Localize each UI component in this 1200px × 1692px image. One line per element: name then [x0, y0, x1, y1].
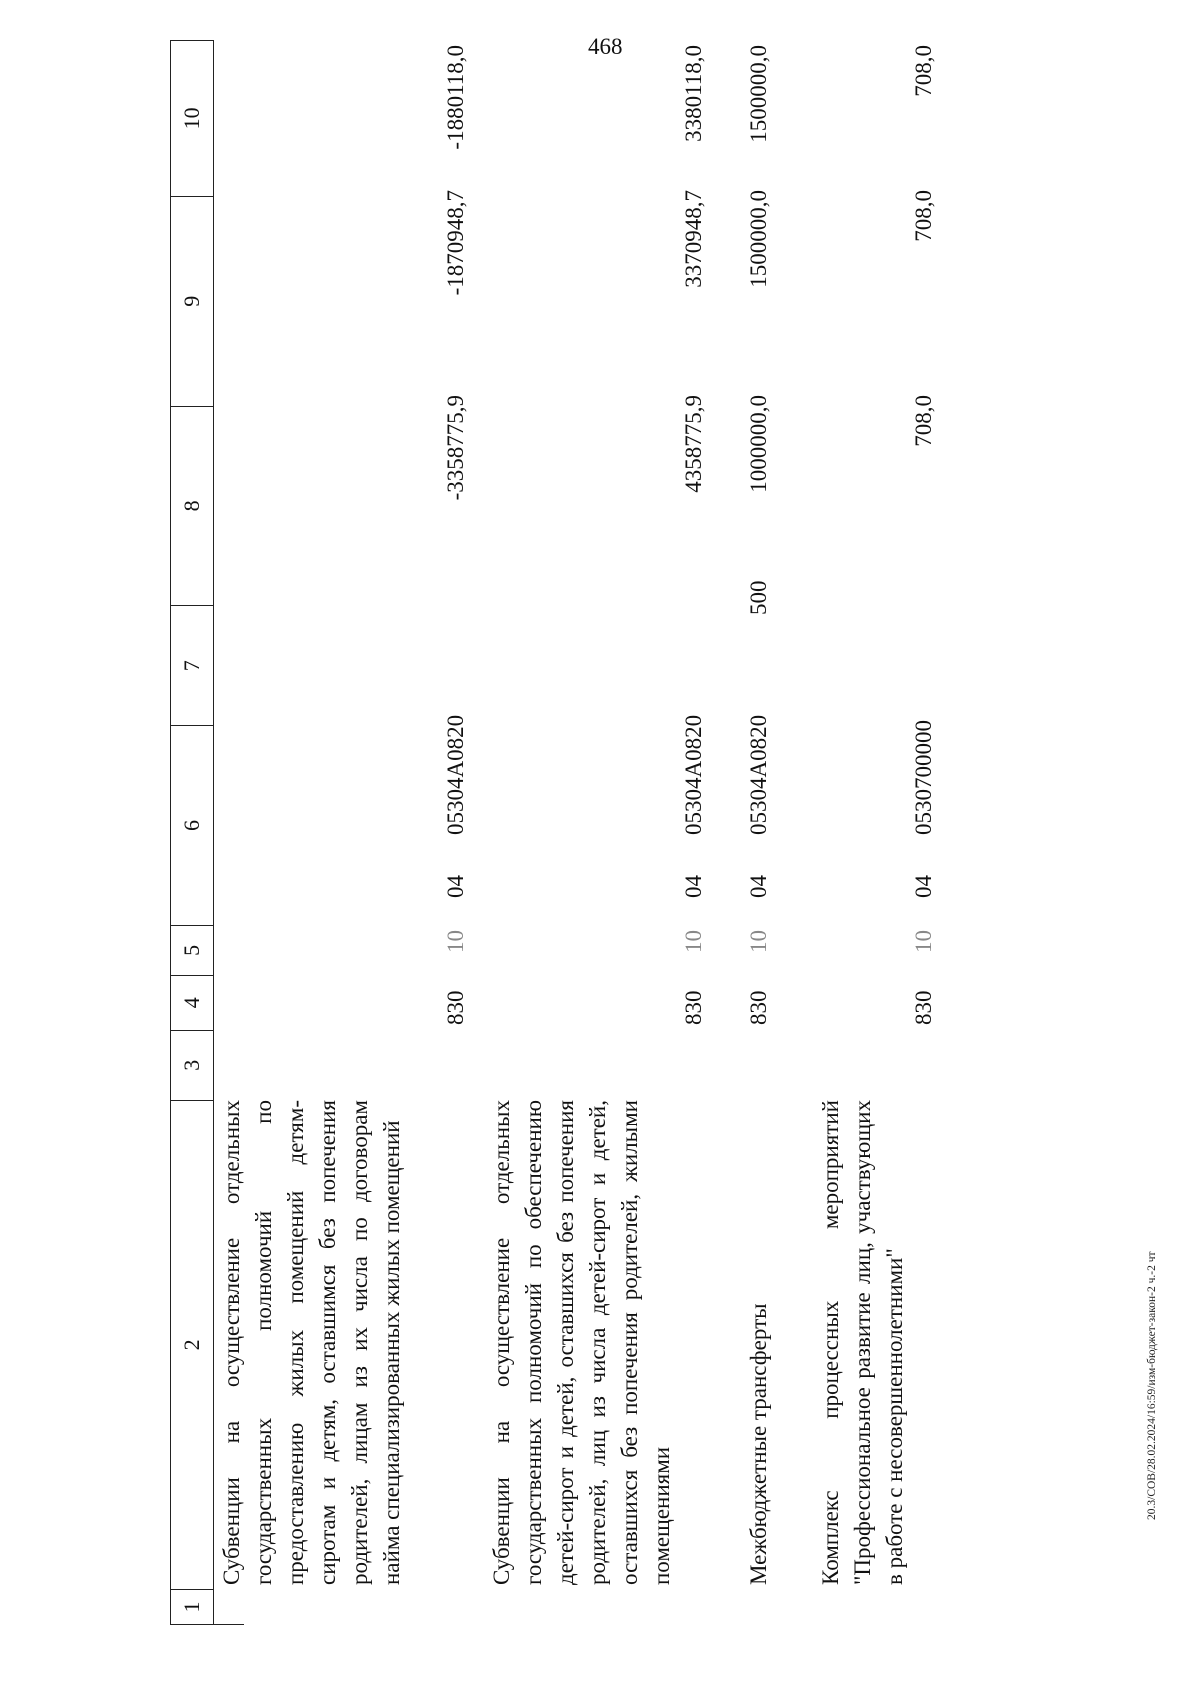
cell-code-5: 04	[911, 875, 936, 898]
cell-code-6: 05304A0820	[681, 714, 706, 835]
cell-code-4: 10	[681, 930, 706, 953]
column-header: 9	[171, 196, 213, 406]
cell-code-5: 04	[443, 875, 468, 898]
cell-value-9: 708,0	[911, 190, 936, 242]
row-description: Межбюджетные трансферты	[746, 1303, 771, 1585]
cell-code-3: 830	[443, 990, 468, 1025]
cell-code-7: 500	[746, 580, 771, 615]
column-header: 6	[171, 725, 213, 925]
cell-value-8: -3358775,9	[443, 395, 468, 501]
cell-code-4: 10	[443, 930, 468, 953]
document-footer-code: 20.3/СОВ/28.02.2024/16:59/изм-бюджет-закон-2 ч.-2 чт	[1146, 1251, 1158, 1520]
column-header: 4	[171, 975, 213, 1030]
table-header-row	[170, 40, 214, 1625]
page-number: 468	[588, 34, 623, 59]
row-description: Субвенции на осуществление отдельных государственных полномочий по обеспечению детей-сирот и детей, оставшихся без попечения родителей, лиц из числа детей-сирот и детей, оставшихся без попечения родителей, жилыми помещениями	[489, 1100, 674, 1585]
column-header: 3	[171, 1030, 213, 1100]
cell-code-6: 0530700000	[911, 720, 936, 835]
cell-code-3: 830	[746, 990, 771, 1025]
row-description: Комплекс процессных мероприятий "Профессиональное развитие лиц, участвующих в работе с несовершеннолетними"	[818, 1100, 907, 1585]
cell-value-9: -1870948,7	[443, 190, 468, 296]
cell-code-6: 05304A0820	[746, 714, 771, 835]
column-header: 10	[179, 107, 204, 130]
cell-value-10: 1500000,0	[746, 45, 771, 143]
cell-value-8: 1000000,0	[746, 395, 771, 493]
column-header: 5	[171, 925, 213, 975]
budget-table	[170, 40, 1170, 1625]
cell-code-3: 830	[681, 990, 706, 1025]
row-description: Субвенции на осуществление отдельных государственных полномочий по предоставлению жилых помещений детям-сиротам и детям, оставшимся без попечения родителей, лицам из их числа по договорам найма специализированных жилых помещений	[219, 1100, 404, 1585]
cell-code-4: 10	[746, 930, 771, 953]
cell-code-3: 830	[911, 990, 936, 1025]
column-header: 7	[171, 605, 213, 725]
cell-value-9: 1500000,0	[746, 190, 771, 288]
cell-value-9: 3370948,7	[681, 190, 706, 288]
cell-code-6: 05304A0820	[443, 714, 468, 835]
cell-code-4: 10	[911, 930, 936, 953]
cell-value-8: 708,0	[911, 395, 936, 447]
cell-value-8: 4358775,9	[681, 395, 706, 493]
column-header: 2	[171, 1100, 213, 1589]
column-header: 8	[171, 406, 213, 606]
table-left-border	[214, 1624, 244, 1625]
cell-code-5: 04	[746, 875, 771, 898]
cell-value-10: -1880118,0	[443, 45, 468, 150]
cell-code-5: 04	[681, 875, 706, 898]
cell-value-10: 708,0	[911, 45, 936, 97]
column-header: 1	[171, 1589, 213, 1624]
cell-value-10: 3380118,0	[681, 45, 706, 142]
